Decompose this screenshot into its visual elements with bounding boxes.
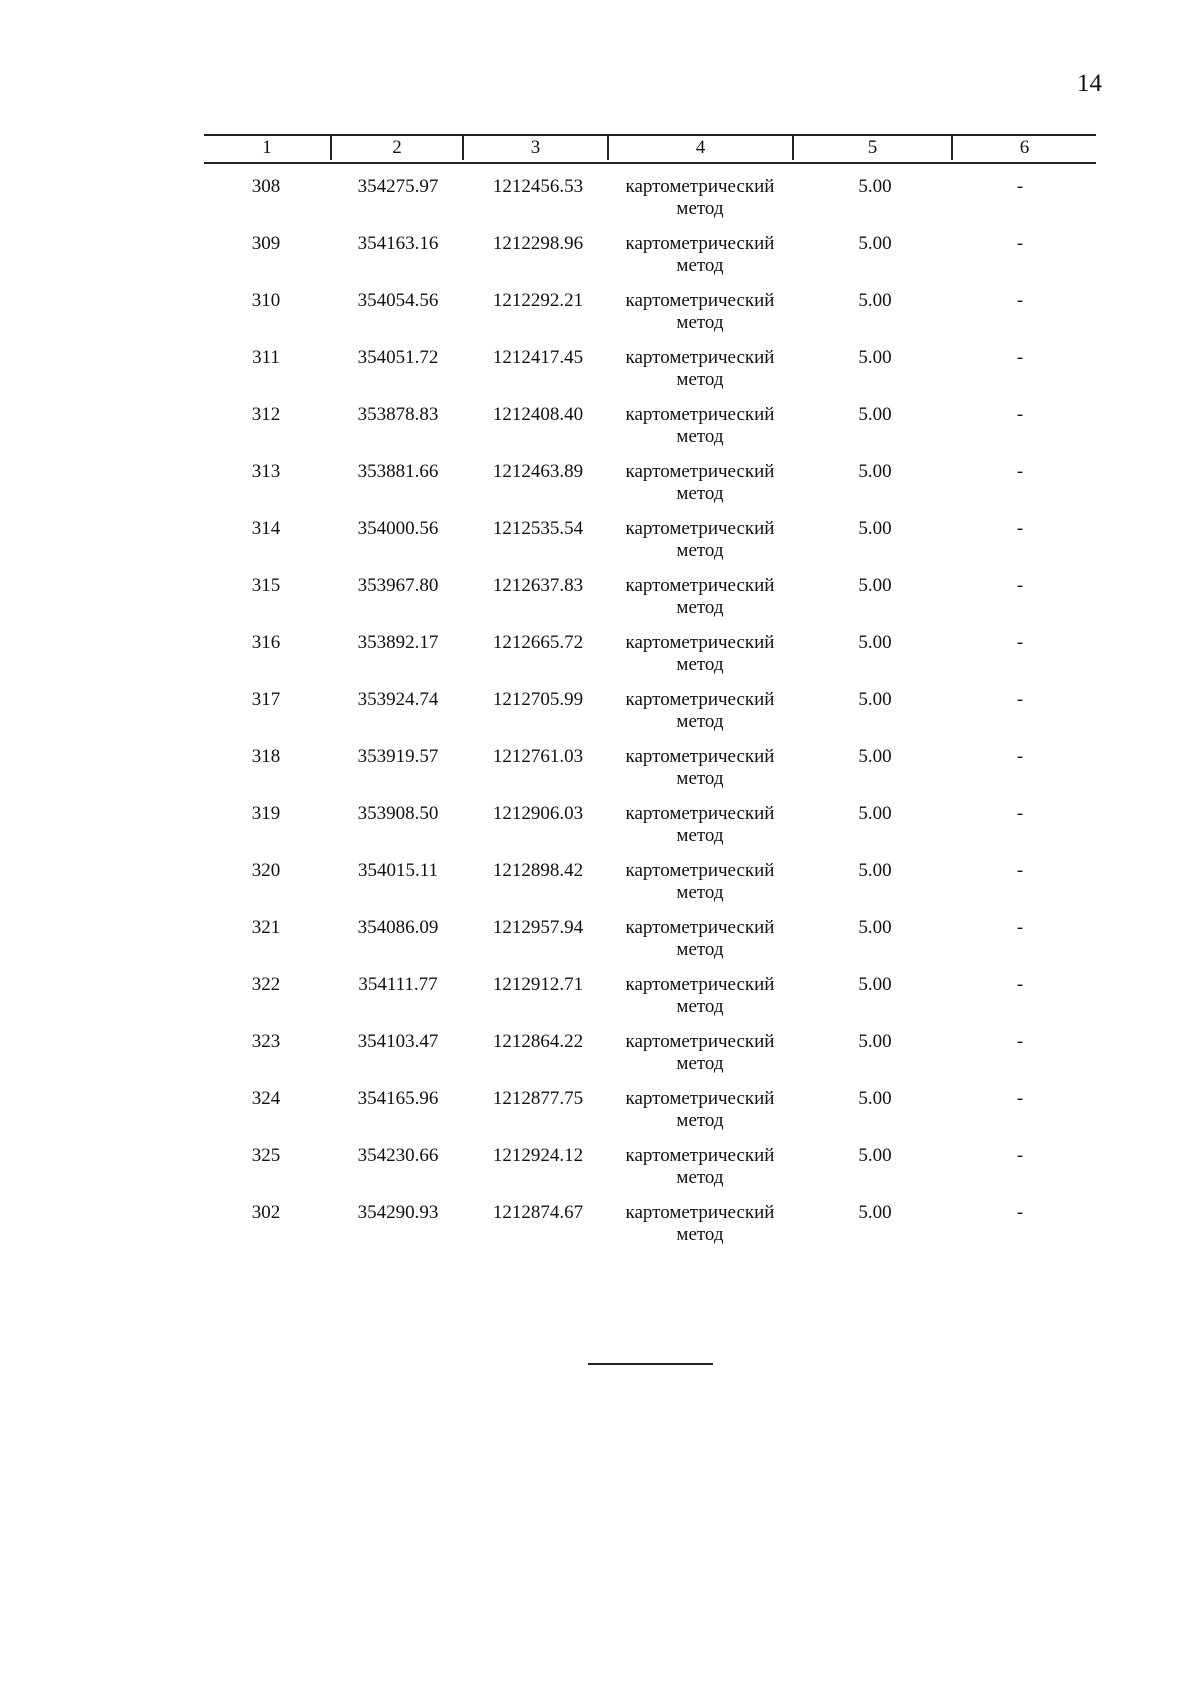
note: - [1016,176,1024,197]
accuracy: 5.00 [858,632,892,653]
coordinate-x: 353878.83 [357,404,439,425]
coordinate-x: 354163.16 [357,233,439,254]
page-number: 14 [1077,70,1102,97]
accuracy: 5.00 [858,1145,892,1166]
method [610,974,790,1018]
coordinate-x: 354000.56 [357,518,439,539]
point-number: 308 [251,176,281,197]
accuracy: 5.00 [858,404,892,425]
method-line-1: картометрический [625,518,775,539]
method [610,575,790,619]
point-number: 321 [251,917,281,938]
coordinate-x: 354054.56 [357,290,439,311]
table-row [0,689,1200,746]
note: - [1016,404,1024,425]
point-number: 323 [251,1031,281,1052]
coordinate-y: 1212898.42 [492,860,584,881]
note: - [1016,1031,1024,1052]
accuracy: 5.00 [858,803,892,824]
note: - [1016,575,1024,596]
coordinate-x: 353919.57 [357,746,439,767]
coordinate-y: 1212292.21 [492,290,584,311]
method-line-1: картометрический [625,233,775,254]
coordinate-x: 353924.74 [357,689,439,710]
coordinate-x: 354111.77 [358,974,438,995]
method [610,689,790,733]
end-of-document-rule [588,1363,713,1365]
point-number: 324 [251,1088,281,1109]
accuracy: 5.00 [858,233,892,254]
method-line-2: метод [676,540,724,561]
point-number: 311 [252,347,280,368]
accuracy: 5.00 [858,1031,892,1052]
point-number: 318 [251,746,281,767]
note: - [1016,917,1024,938]
method [610,290,790,334]
method-line-2: метод [676,369,724,390]
point-number: 315 [251,575,281,596]
point-number: 302 [251,1202,281,1223]
note: - [1016,1088,1024,1109]
table-row [0,290,1200,347]
method [610,917,790,961]
method-line-2: метод [676,1167,724,1188]
coordinate-x: 353967.80 [357,575,439,596]
coordinate-y: 1212877.75 [492,1088,584,1109]
point-number: 314 [251,518,281,539]
method-line-1: картометрический [625,176,775,197]
coordinate-x: 353908.50 [357,803,439,824]
coordinate-x: 353881.66 [357,461,439,482]
coordinate-x: 354275.97 [357,176,439,197]
note: - [1016,632,1024,653]
method-line-2: метод [676,996,724,1017]
header-col-3: 3 [530,137,541,158]
method-line-1: картометрический [625,1145,775,1166]
method-line-1: картометрический [625,1031,775,1052]
method [610,632,790,676]
method-line-1: картометрический [625,1088,775,1109]
point-number: 322 [251,974,281,995]
point-number: 325 [251,1145,281,1166]
header-col-1: 1 [262,137,272,158]
table-row [0,1202,1200,1259]
table-row [0,347,1200,404]
point-number: 310 [251,290,281,311]
note: - [1016,290,1024,311]
method [610,1145,790,1189]
coordinate-y: 1212408.40 [492,404,584,425]
coordinate-x: 354290.93 [357,1202,439,1223]
method-line-1: картометрический [625,404,775,425]
coordinate-y: 1212761.03 [492,746,584,767]
method-line-1: картометрический [625,1202,775,1223]
method-line-2: метод [676,939,724,960]
method-line-2: метод [676,825,724,846]
method-line-2: метод [676,1224,724,1245]
method-line-2: метод [676,882,724,903]
coordinate-x: 354051.72 [357,347,439,368]
method-line-1: картометрический [625,917,775,938]
method-line-1: картометрический [625,803,775,824]
coordinate-y: 1212535.54 [492,518,584,539]
method-line-2: метод [676,426,724,447]
table-row [0,461,1200,518]
coordinate-x: 353892.17 [357,632,439,653]
coordinate-y: 1212298.96 [492,233,584,254]
coordinate-y: 1212463.89 [492,461,584,482]
table-row [0,176,1200,233]
point-number: 316 [251,632,281,653]
coordinate-y: 1212924.12 [492,1145,584,1166]
accuracy: 5.00 [858,860,892,881]
note: - [1016,803,1024,824]
note: - [1016,461,1024,482]
method [610,746,790,790]
method [610,860,790,904]
accuracy: 5.00 [858,575,892,596]
table-row [0,1031,1200,1088]
method-line-2: метод [676,198,724,219]
accuracy: 5.00 [858,1202,892,1223]
coordinate-x: 354230.66 [357,1145,439,1166]
method-line-1: картометрический [625,860,775,881]
accuracy: 5.00 [858,461,892,482]
accuracy: 5.00 [858,917,892,938]
method [610,233,790,277]
coordinate-x: 354086.09 [357,917,439,938]
note: - [1016,974,1024,995]
table-row [0,404,1200,461]
note: - [1016,233,1024,254]
method [610,347,790,391]
method [610,803,790,847]
accuracy: 5.00 [858,290,892,311]
accuracy: 5.00 [858,176,892,197]
method [610,1031,790,1075]
point-number: 309 [251,233,281,254]
table-row [0,1145,1200,1202]
method-line-1: картометрический [625,347,775,368]
accuracy: 5.00 [858,746,892,767]
coordinate-y: 1212912.71 [492,974,584,995]
coordinate-y: 1212864.22 [492,1031,584,1052]
point-number: 313 [251,461,281,482]
method-line-1: картометрический [625,746,775,767]
method-line-2: метод [676,654,724,675]
coordinate-y: 1212957.94 [492,917,584,938]
coordinate-y: 1212637.83 [492,575,584,596]
method-line-2: метод [676,483,724,504]
coordinate-y: 1212906.03 [492,803,584,824]
method-line-1: картометрический [625,575,775,596]
header-col-2: 2 [392,137,402,158]
method-line-1: картометрический [625,974,775,995]
method-line-2: метод [676,1053,724,1074]
accuracy: 5.00 [858,974,892,995]
method [610,518,790,562]
note: - [1016,860,1024,881]
table-row [0,917,1200,974]
note: - [1016,1145,1024,1166]
table-row [0,860,1200,917]
method-line-1: картометрический [625,632,775,653]
method [610,176,790,220]
method-line-2: метод [676,597,724,618]
point-number: 317 [251,689,281,710]
method-line-1: картометрический [625,689,775,710]
method [610,461,790,505]
method-line-2: метод [676,312,724,333]
method-line-2: метод [676,768,724,789]
header-col-4: 4 [695,137,706,158]
table-row [0,518,1200,575]
coordinate-y: 1212456.53 [492,176,584,197]
coordinate-y: 1212705.99 [492,689,584,710]
coordinate-x: 354015.11 [357,860,439,881]
method-line-1: картометрический [625,461,775,482]
accuracy: 5.00 [858,1088,892,1109]
header-col-5: 5 [867,137,878,158]
table-row [0,233,1200,290]
method [610,404,790,448]
coordinate-x: 354165.96 [357,1088,439,1109]
note: - [1016,347,1024,368]
note: - [1016,1202,1024,1223]
coordinate-y: 1212665.72 [492,632,584,653]
table-row [0,575,1200,632]
note: - [1016,518,1024,539]
table-row [0,1088,1200,1145]
method-line-1: картометрический [625,290,775,311]
header-col-6: 6 [1019,137,1030,158]
table-row [0,803,1200,860]
note: - [1016,689,1024,710]
point-number: 320 [251,860,281,881]
coordinate-y: 1212874.67 [492,1202,584,1223]
method-line-2: метод [676,255,724,276]
coordinate-y: 1212417.45 [492,347,584,368]
point-number: 319 [251,803,281,824]
table-row [0,974,1200,1031]
method [610,1088,790,1132]
table-row [0,746,1200,803]
accuracy: 5.00 [858,518,892,539]
note: - [1016,746,1024,767]
accuracy: 5.00 [858,689,892,710]
coordinate-x: 354103.47 [357,1031,439,1052]
table-row [0,632,1200,689]
accuracy: 5.00 [858,347,892,368]
method-line-2: метод [676,711,724,732]
method-line-2: метод [676,1110,724,1131]
method [610,1202,790,1246]
point-number: 312 [251,404,281,425]
table-header [204,134,1096,164]
